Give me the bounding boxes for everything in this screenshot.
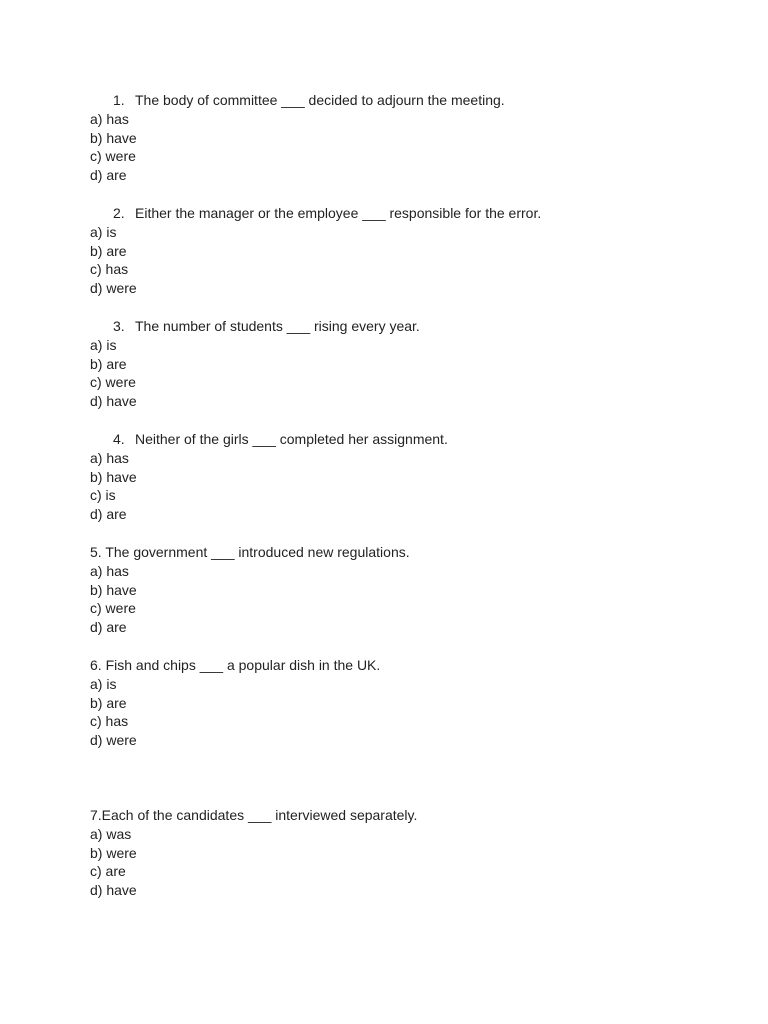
option-a: a) is (90, 223, 117, 240)
option-c: c) are (90, 863, 126, 880)
option-a: a) was (90, 825, 132, 842)
question-prompt: The number of students ___ rising every year. (135, 318, 420, 334)
option-d: d) are (90, 506, 127, 523)
option-c: c) were (90, 148, 136, 165)
option-a: a) has (90, 562, 129, 579)
question-prompt: 7.Each of the candidates ___ interviewed separately. (90, 807, 418, 823)
question-text (90, 430, 730, 449)
option-b: b) have (90, 581, 137, 598)
option-b: b) are (90, 242, 127, 259)
option-b: b) are (90, 694, 127, 711)
question-6 (90, 656, 730, 750)
option-c: c) were (90, 600, 136, 617)
option-b: b) are (90, 355, 127, 372)
question-number: 1. (113, 92, 125, 108)
question-prompt: Either the manager or the employee ___ responsible for the error. (135, 205, 542, 221)
question-prompt: The body of committee ___ decided to adjourn the meeting. (135, 92, 505, 108)
question-5 (90, 543, 730, 637)
option-d: d) are (90, 167, 127, 184)
option-d: d) were (90, 732, 137, 749)
option-c: c) has (90, 713, 129, 730)
question-7 (90, 806, 730, 900)
option-b: b) were (90, 844, 137, 861)
option-d: d) were (90, 280, 137, 297)
question-number: 4. (113, 431, 125, 447)
option-d: d) are (90, 619, 127, 636)
option-d: d) have (90, 393, 137, 410)
question-prompt: 6. Fish and chips ___ a popular dish in the UK. (90, 657, 381, 673)
question-1 (90, 91, 730, 185)
question-text (90, 317, 730, 336)
option-a: a) is (90, 675, 117, 692)
question-number: 3. (113, 318, 125, 334)
question-number: 2. (113, 205, 125, 221)
option-c: c) has (90, 261, 129, 278)
option-a: a) is (90, 336, 117, 353)
option-a: a) has (90, 110, 129, 127)
option-c: c) were (90, 374, 136, 391)
question-4 (90, 430, 730, 524)
question-prompt: 5. The government ___ introduced new regulations. (90, 544, 410, 560)
option-c: c) is (90, 487, 116, 504)
question-text (90, 204, 730, 223)
question-text (90, 91, 730, 110)
question-3 (90, 317, 730, 411)
option-b: b) have (90, 129, 137, 146)
question-2 (90, 204, 730, 298)
option-d: d) have (90, 882, 137, 899)
option-a: a) has (90, 449, 129, 466)
question-prompt: Neither of the girls ___ completed her assignment. (135, 431, 448, 447)
option-b: b) have (90, 468, 137, 485)
